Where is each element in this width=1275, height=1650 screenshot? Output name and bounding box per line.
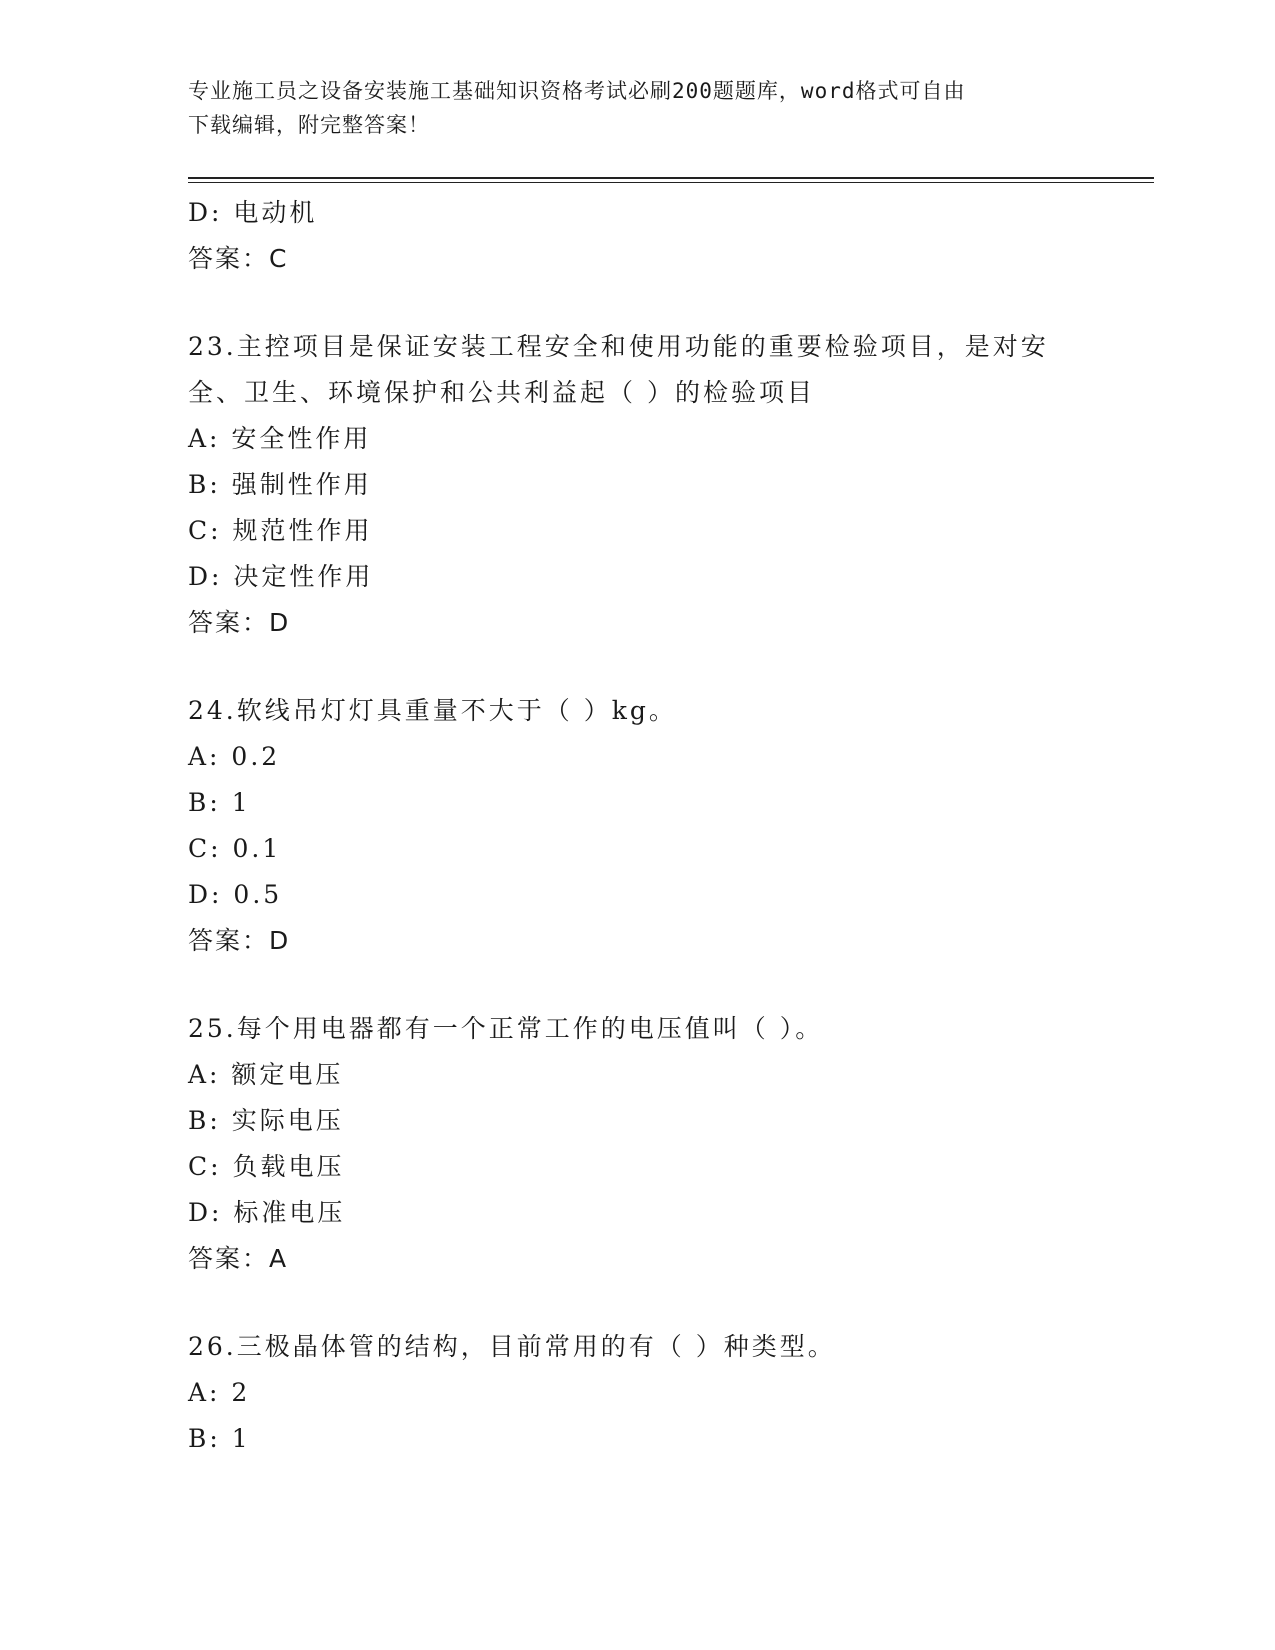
answer-line: 答案：A	[188, 1244, 289, 1273]
question-22-fragment	[188, 190, 1088, 282]
answer-line: 答案：D	[188, 608, 291, 637]
question-stem-line-1: 25.每个用电器都有一个正常工作的电压值叫（ ）。	[188, 1014, 824, 1043]
option-a: A: 安全性作用	[188, 424, 372, 453]
option-b: B: 1	[188, 1424, 251, 1453]
option-c: C: 0.1	[188, 834, 282, 863]
question-list	[188, 190, 1088, 1462]
option-d: D: 决定性作用	[188, 562, 374, 591]
option-a: A: 0.2	[188, 742, 281, 771]
header-title-line-2: 下载编辑，附完整答案！	[188, 113, 430, 137]
question-26	[188, 1324, 1088, 1462]
header-title-line-1: 专业施工员之设备安装施工基础知识资格考试必刷200题题库，word格式可自由	[188, 79, 966, 103]
option-c: C: 规范性作用	[188, 516, 373, 545]
header-divider-thin	[188, 182, 1154, 183]
spacer	[188, 1282, 1088, 1324]
option-d: D: 电动机	[188, 198, 318, 227]
option-d: D: 0.5	[188, 880, 283, 909]
option-a: A: 额定电压	[188, 1060, 344, 1089]
option-b: B: 1	[188, 788, 251, 817]
document-header	[188, 74, 1088, 142]
header-divider-thick	[188, 177, 1154, 179]
question-stem-line-2: 全、卫生、环境保护和公共利益起（ ）的检验项目	[188, 378, 815, 407]
question-23	[188, 324, 1088, 646]
option-b: B: 强制性作用	[188, 470, 372, 499]
option-c: C: 负载电压	[188, 1152, 345, 1181]
question-25	[188, 1006, 1088, 1282]
answer-line: 答案：C	[188, 244, 289, 273]
spacer	[188, 646, 1088, 688]
option-d: D: 标准电压	[188, 1198, 346, 1227]
answer-line: 答案：D	[188, 926, 291, 955]
option-a: A: 2	[188, 1378, 251, 1407]
spacer	[188, 964, 1088, 1006]
option-b: B: 实际电压	[188, 1106, 344, 1135]
question-stem-line-1: 23.主控项目是保证安装工程安全和使用功能的重要检验项目，是对安	[188, 332, 1049, 361]
question-stem-line-1: 24.软线吊灯灯具重量不大于（ ）kg。	[188, 696, 677, 725]
question-stem-line-1: 26.三极晶体管的结构，目前常用的有（ ）种类型。	[188, 1332, 836, 1361]
spacer	[188, 282, 1088, 324]
question-24	[188, 688, 1088, 964]
